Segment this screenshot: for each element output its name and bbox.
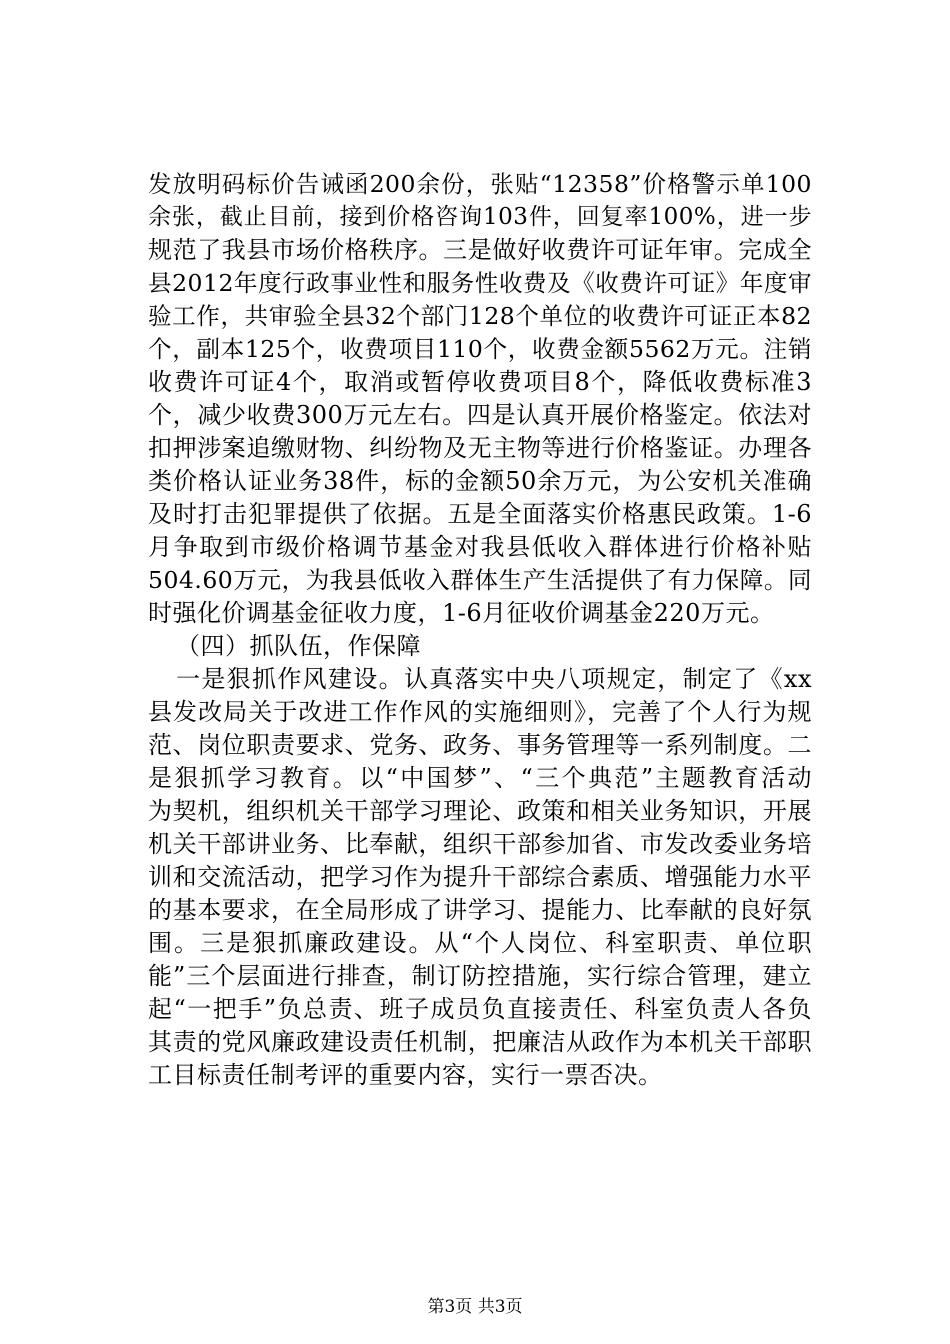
page-footer: 第3页 共3页 [427, 1297, 523, 1317]
paragraph-price-work [148, 168, 812, 630]
text-line: 机关干部讲业务、比奉献，组织干部参加省、市发改委业务培 [148, 830, 812, 858]
text-line: 余张，截止目前，接到价格咨询103件，回复率100%，进一步 [148, 204, 812, 230]
text-line: 是狠抓学习教育。以“中国梦”、“三个典范”主题教育活动 [148, 764, 812, 792]
text-line: 扣押涉案追缴财物、纠纷物及无主物等进行价格鉴证。办理各 [148, 434, 812, 462]
text-line: 验工作，共审验全县32个部门128个单位的收费许可证正本82 [148, 302, 812, 330]
document-body [148, 168, 812, 1092]
text-line: 工目标责任制考评的重要内容，实行一票否决。 [148, 1061, 663, 1089]
section-heading: （四）抓队伍，作保障 [176, 632, 421, 660]
text-line: 起“一把手”负总责、班子成员负直接责任、科室负责人各负 [148, 995, 812, 1023]
paragraph-team-building [148, 663, 812, 1092]
text-line: 县发改局关于改进工作作风的实施细则》，完善了个人行为规 [148, 698, 812, 726]
text-line: 个，减少收费300万元左右。四是认真开展价格鉴定。依法对 [148, 401, 812, 429]
text-line: 一是狠抓作风建设。认真落实中央八项规定，制定了《xx [176, 665, 812, 693]
text-line: 县2012年度行政事业性和服务性收费及《收费许可证》年度审 [148, 269, 812, 297]
text-line: 类价格认证业务38件，标的金额50余万元，为公安机关准确 [148, 467, 812, 495]
text-line: 训和交流活动，把学习作为提升干部综合素质、增强能力水平 [148, 863, 812, 891]
text-line: 收费许可证4个，取消或暂停收费项目8个，降低收费标准3 [148, 368, 812, 396]
text-line: 其责的党风廉政建设责任机制，把廉洁从政作为本机关干部职 [148, 1028, 812, 1056]
text-line: 月争取到市级价格调节基金对我县低收入群体进行价格补贴 [148, 533, 812, 561]
text-line: 规范了我县市场价格秩序。三是做好收费许可证年审。完成全 [148, 236, 812, 264]
text-line: 个，副本125个，收费项目110个，收费金额5562万元。注销 [148, 335, 812, 363]
text-line: 及时打击犯罪提供了依据。五是全面落实价格惠民政策。1-6 [148, 500, 812, 528]
text-line: 为契机，组织机关干部学习理论、政策和相关业务知识，开展 [148, 797, 812, 825]
text-line: 时强化价调基金征收力度，1-6月征收价调基金220万元。 [148, 599, 775, 627]
text-line: 的基本要求，在全局形成了讲学习、提能力、比奉献的良好氛 [148, 896, 812, 924]
text-line: 504.60万元，为我县低收入群体生产生活提供了有力保障。同 [148, 566, 812, 594]
text-line: 能”三个层面进行排查，制订防控措施，实行综合管理，建立 [148, 962, 812, 990]
text-line: 发放明码标价告诫函200余份，张贴“12358”价格警示单100 [148, 170, 812, 198]
text-line: 围。三是狠抓廉政建设。从“个人岗位、科室职责、单位职 [148, 929, 812, 957]
text-line: 范、岗位职责要求、党务、政务、事务管理等一系列制度。二 [148, 731, 812, 759]
